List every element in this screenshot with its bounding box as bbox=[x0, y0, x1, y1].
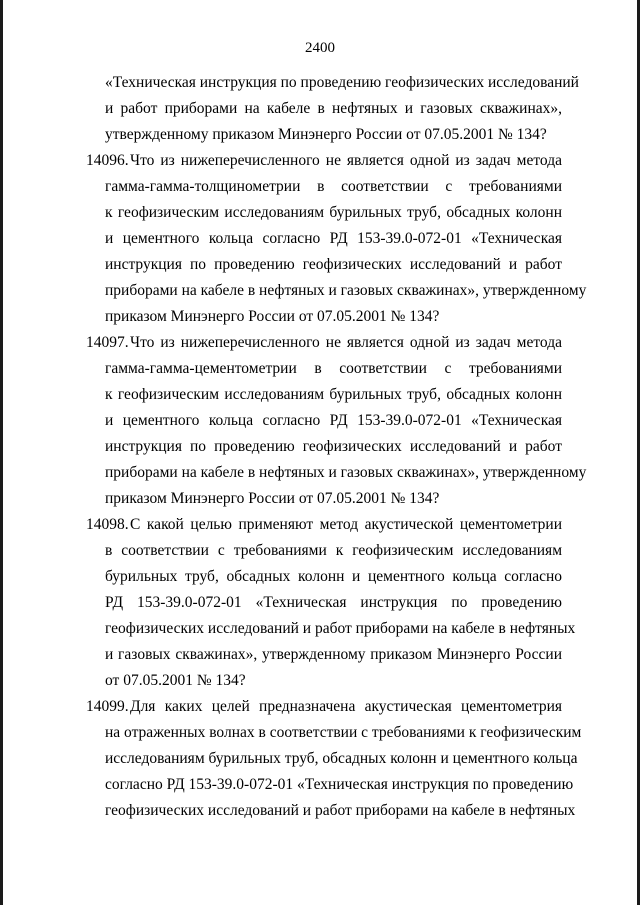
question-number: 14099. bbox=[86, 698, 129, 715]
text-line: и цементного кольца согласно РД 153-39.0-072-01 «Техническая bbox=[105, 412, 562, 429]
text-line: геофизических исследований и работ приборами на кабеле в нефтяных bbox=[105, 620, 576, 637]
question-14099 bbox=[86, 694, 582, 824]
text-line: приказом Минэнерго России от 07.05.2001 № 134? bbox=[105, 308, 440, 325]
question-first-line bbox=[86, 512, 562, 538]
document-body bbox=[86, 70, 587, 824]
text-line: исследованиям бурильных труб, обсадных колонн и цементного кольца bbox=[105, 750, 578, 767]
text-line: приборами на кабеле в нефтяных и газовых скважинах», утвержденному bbox=[105, 282, 587, 299]
text-line: РД 153-39.0-072-01 «Техническая инструкция по проведению bbox=[105, 594, 562, 611]
intro-paragraph bbox=[86, 70, 579, 148]
question-first-line bbox=[86, 148, 562, 174]
text-line: утвержденному приказом Минэнерго России от 07.05.2001 № 134? bbox=[105, 126, 547, 143]
text-line: Что из нижеперечисленного не является одной из задач метода bbox=[130, 334, 562, 351]
question-14097 bbox=[86, 330, 587, 512]
text-line: в соответствии с требованиями к геофизическим исследованиям bbox=[105, 542, 562, 559]
text-line: «Техническая инструкция по проведению геофизических исследований bbox=[105, 74, 579, 91]
question-number: 14096. bbox=[86, 152, 129, 169]
text-line: Что из нижеперечисленного не является одной из задач метода bbox=[130, 152, 562, 169]
text-line: на отраженных волнах в соответствии с требованиями к геофизическим bbox=[105, 724, 582, 741]
text-line: от 07.05.2001 № 134? bbox=[105, 672, 246, 689]
text-line: инструкция по проведению геофизических исследований и работ bbox=[105, 438, 562, 455]
text-line: и газовых скважинах», утвержденному приказом Минэнерго России bbox=[105, 646, 562, 663]
text-line: и цементного кольца согласно РД 153-39.0-072-01 «Техническая bbox=[105, 230, 562, 247]
text-line: Для каких целей предназначена акустическая цементометрия bbox=[130, 698, 562, 715]
question-number: 14097. bbox=[86, 334, 129, 351]
text-line: и работ приборами на кабеле в нефтяных и газовых скважинах», bbox=[105, 100, 562, 117]
question-14096 bbox=[86, 148, 587, 330]
question-number: 14098. bbox=[86, 516, 129, 533]
question-14098 bbox=[86, 512, 576, 694]
question-first-line bbox=[86, 694, 562, 720]
question-first-line bbox=[86, 330, 562, 356]
text-line: приказом Минэнерго России от 07.05.2001 № 134? bbox=[105, 490, 440, 507]
page-number: 2400 bbox=[305, 40, 335, 56]
text-line: к геофизическим исследованиям бурильных труб, обсадных колонн bbox=[105, 386, 562, 403]
text-line: согласно РД 153-39.0-072-01 «Техническая инструкция по проведению bbox=[105, 776, 574, 793]
text-line: С какой целью применяют метод акустической цементометрии bbox=[130, 516, 562, 533]
text-line: инструкция по проведению геофизических исследований и работ bbox=[105, 256, 562, 273]
text-line: к геофизическим исследованиям бурильных труб, обсадных колонн bbox=[105, 204, 562, 221]
text-line: гамма-гамма-цементометрии в соответствии с требованиями bbox=[105, 360, 562, 377]
text-line: приборами на кабеле в нефтяных и газовых скважинах», утвержденному bbox=[105, 464, 587, 481]
text-line: геофизических исследований и работ приборами на кабеле в нефтяных bbox=[105, 802, 576, 819]
text-line: бурильных труб, обсадных колонн и цементного кольца согласно bbox=[105, 568, 562, 585]
text-line: гамма-гамма-толщинометрии в соответствии с требованиями bbox=[105, 178, 562, 195]
